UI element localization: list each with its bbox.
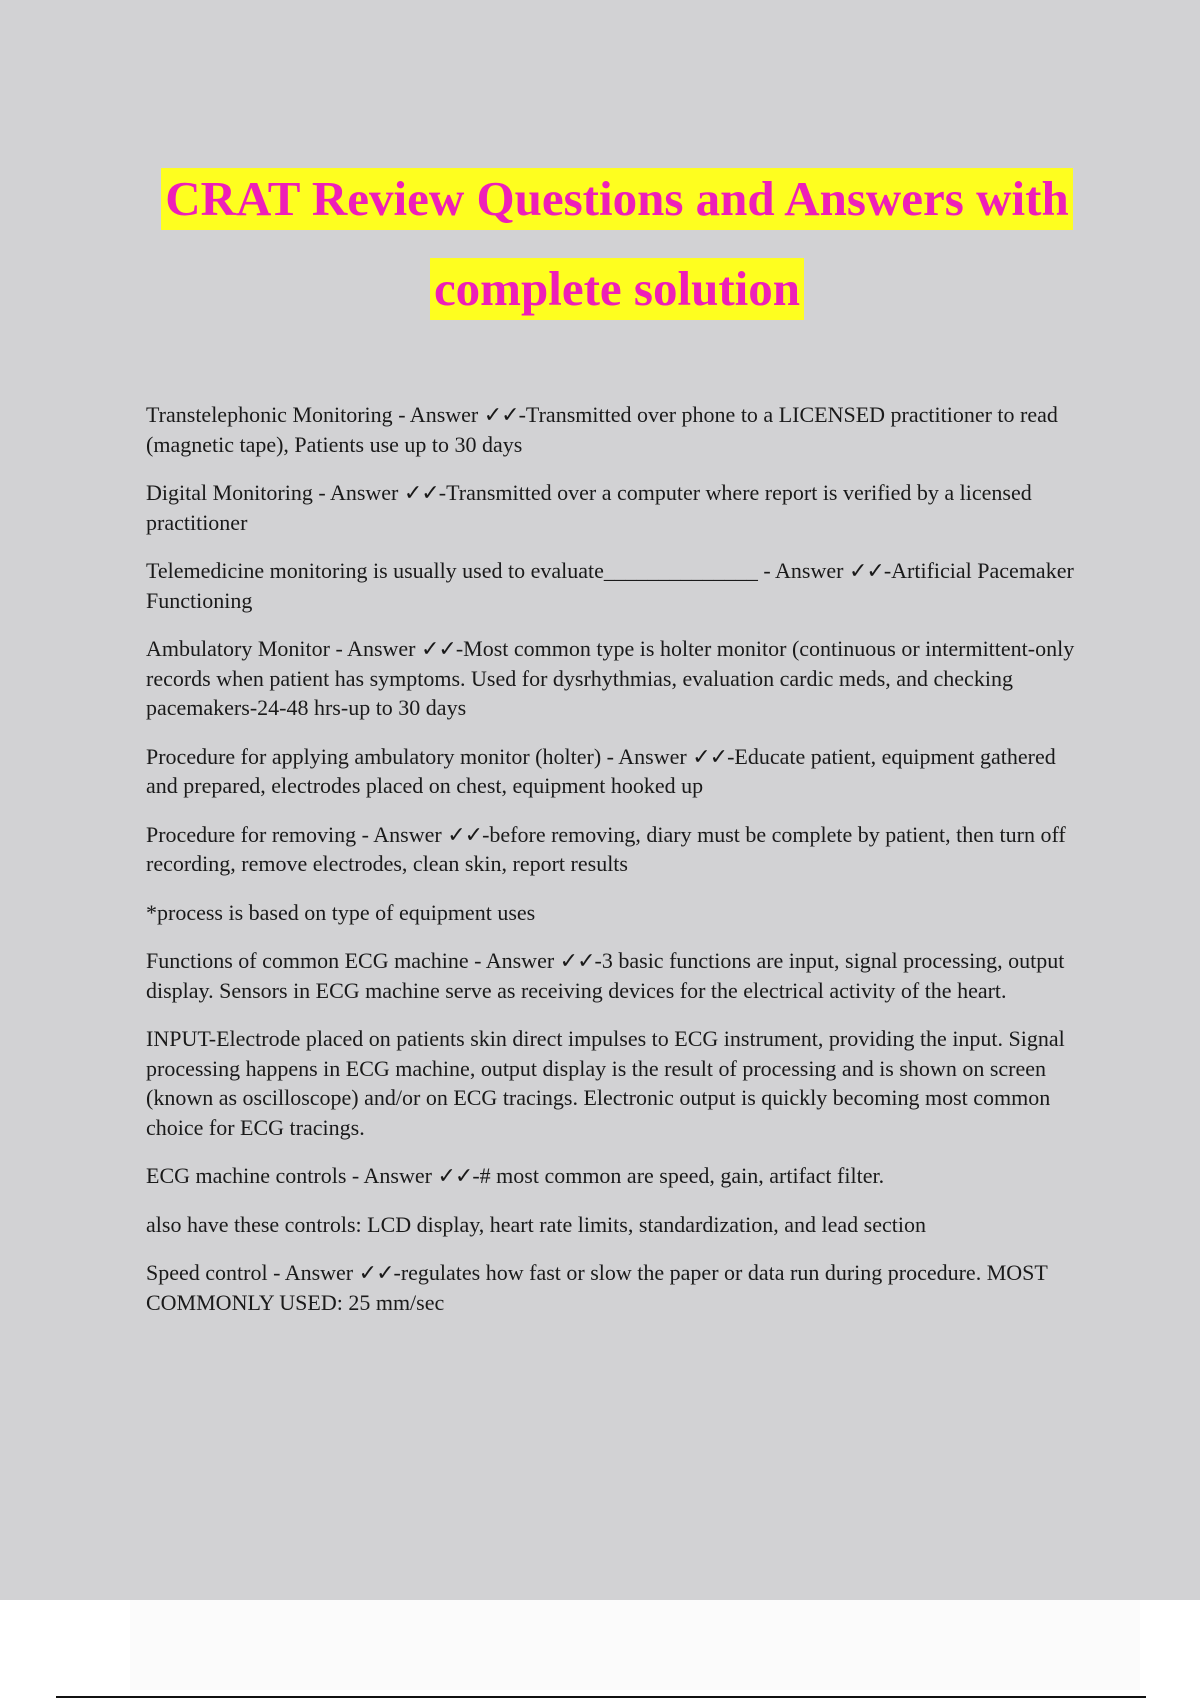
document-body [146, 400, 1086, 1336]
answer-text: -# most common are speed, gain, artifact filter. [472, 1163, 885, 1188]
qa-paragraph [146, 400, 1086, 459]
qa-paragraph [146, 820, 1086, 879]
answer-separator: - Answer [346, 1163, 438, 1188]
answer-text: -Artificial Pacemaker Functioning [146, 558, 1074, 613]
qa-paragraph [146, 1161, 1086, 1191]
question-text: Procedure for applying ambulatory monitor (holter) [146, 743, 602, 769]
question-text: ECG machine controls [146, 1163, 347, 1188]
qa-paragraph [146, 1258, 1086, 1317]
note-paragraph: INPUT-Electrode placed on patients skin direct impulses to ECG instrument, providing the input. Signal processing happens in ECG machine, output display is the result of processing and is shown on screen (known as oscilloscope) and/or on ECG tracings. Electronic output is quickly becoming most common choice for ECG tracings. [146, 1026, 1065, 1140]
answer-text: -regulates how fast or slow the paper or data run during procedure. MOST COMMONLY USED: 25 mm/sec [146, 1260, 1048, 1315]
bottom-divider [56, 1696, 1146, 1698]
double-check-icon: ✓✓ [447, 821, 483, 847]
answer-separator: - Answer [468, 948, 560, 973]
question-text: Digital Monitoring [146, 480, 313, 505]
answer-separator: - Answer [601, 743, 693, 769]
qa-paragraph [146, 556, 1086, 615]
double-check-icon: ✓✓ [420, 636, 456, 661]
question-text: Telemedicine monitoring is usually used to evaluate______________ [146, 558, 758, 583]
question-text: Speed control [146, 1260, 268, 1285]
answer-text: -Most common type is holter monitor (continuous or intermittent-only records when patient has symptoms. Used for dysrhythmias, evaluation cardic meds, and checking pacemakers-24-48 hrs-up to 30 days [146, 636, 1075, 720]
double-check-icon: ✓✓ [403, 480, 439, 505]
next-page-preview [130, 1600, 1140, 1690]
answer-separator: - Answer [757, 558, 849, 583]
answer-text: -Transmitted over phone to a LICENSED practitioner to read (magnetic tape), Patients use up to 30 days [146, 402, 1058, 457]
qa-paragraph [146, 634, 1086, 723]
note-paragraph: also have these controls: LCD display, heart rate limits, standardization, and lead section [146, 1211, 926, 1237]
question-text: Functions of common ECG machine [146, 948, 469, 973]
page-title-line-1: CRAT Review Questions and Answers with [161, 168, 1072, 230]
double-check-icon: ✓✓ [483, 402, 519, 427]
question-text: Procedure for removing [146, 821, 357, 847]
answer-text: -3 basic functions are input, signal processing, output display. Sensors in ECG machine serve as receiving devices for the electrical activity of the heart. [146, 948, 1065, 1003]
answer-separator: - Answer [267, 1260, 359, 1285]
double-check-icon: ✓✓ [848, 558, 884, 583]
answer-text: -Transmitted over a computer where report is verified by a licensed practitioner [146, 480, 1032, 535]
qa-paragraph [146, 742, 1086, 801]
double-check-icon: ✓✓ [692, 743, 728, 769]
title-block [0, 168, 1200, 320]
note-paragraph: *process is based on type of equipment uses [146, 899, 536, 925]
question-text: Transtelephonic Monitoring [146, 402, 393, 427]
answer-separator: - Answer [392, 402, 484, 427]
question-text: Ambulatory Monitor [146, 636, 330, 661]
page-title-line-2: complete solution [430, 258, 804, 320]
qa-paragraph [146, 478, 1086, 537]
answer-separator: - Answer [356, 821, 448, 847]
double-check-icon: ✓✓ [358, 1260, 394, 1285]
answer-separator: - Answer [329, 636, 421, 661]
qa-paragraph [146, 946, 1086, 1005]
double-check-icon: ✓✓ [559, 948, 595, 973]
answer-separator: - Answer [312, 480, 404, 505]
double-check-icon: ✓✓ [437, 1163, 473, 1188]
answer-text: -before removing, diary must be complete by patient, then turn off recording, remove electrodes, clean skin, report results [146, 821, 1066, 876]
answer-text: -Educate patient, equipment gathered and prepared, electrodes placed on chest, equipment hooked up [146, 743, 1056, 798]
